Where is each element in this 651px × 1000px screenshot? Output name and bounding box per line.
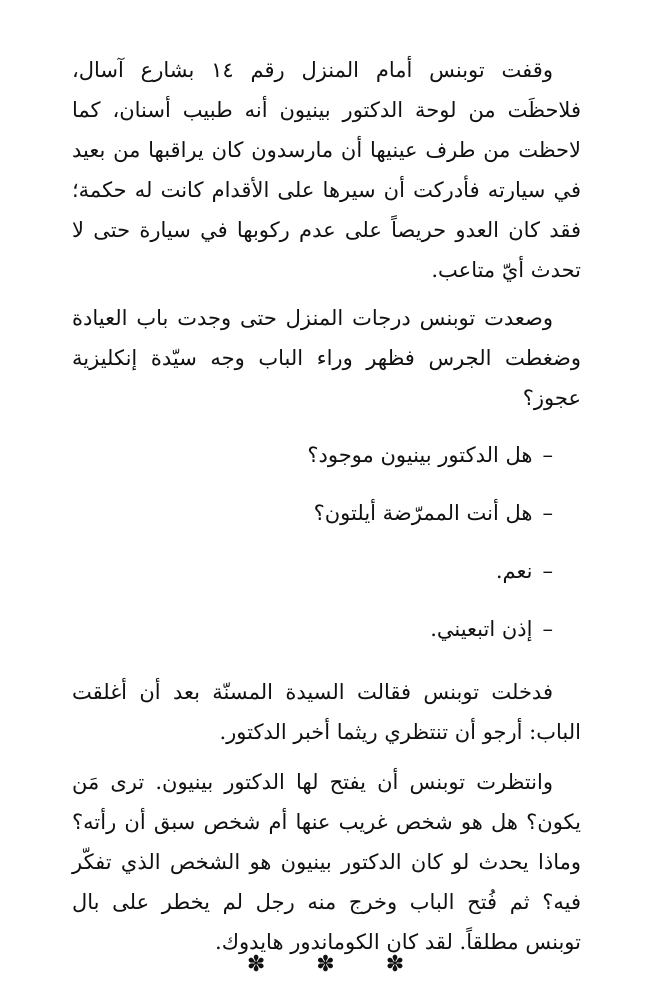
dialogue-line <box>72 600 553 658</box>
dialogue-dash: – <box>542 501 553 525</box>
dialogue-line <box>72 426 553 484</box>
paragraph-2: وصعدت توبنس درجات المنزل حتى وجدت باب العيادة وضغطت الجرس فظهر وراء الباب وجه سيّدة إنكليزية عجوز؟ <box>72 306 581 410</box>
dialogue-line <box>72 542 553 600</box>
dialogue-text: هل أنت الممرّضة أيلتون؟ <box>313 501 533 525</box>
paragraph-3: فدخلت توبنس فقالت السيدة المسنّة بعد أن أغلقت الباب: أرجو أن تنتظري ريثما أخبر الدكتور. <box>72 680 581 744</box>
dialogue-text: هل الدكتور بينيون موجود؟ <box>307 443 533 467</box>
dialogue-block <box>72 426 581 658</box>
dialogue-dash: – <box>542 559 553 583</box>
dialogue-dash: – <box>542 443 553 467</box>
dialogue-text: إذن اتبعيني. <box>430 617 533 641</box>
dialogue-line <box>72 484 553 542</box>
paragraph-1: وقفت توبنس أمام المنزل رقم ١٤ بشارع آسال، فلاحظَت من لوحة الدكتور بينيون أنه طبيب أسنان، كما لاحظت من طرف عينيها أن مارسدون كان يراقبها من بعيد في سيارته فأدركت أن سيرها على الأقدام كانت له حكمة؛ فقد كان العدو حريصاً على عدم ركوبها في سيارة حتى لا تحدث أيّ متاعب. <box>72 58 581 282</box>
section-separator: ✽ ✽ ✽ <box>246 952 427 977</box>
dialogue-dash: – <box>542 617 553 641</box>
paragraph-4: وانتظرت توبنس أن يفتح لها الدكتور بينيون. ترى مَن يكون؟ هل هو شخص غريب عنها أم شخص سبق أن رأته؟ وماذا يحدث لو كان الدكتور بينيون هو الشخص الذي تفكّر فيه؟ ثم فُتح الباب وخرج منه رجل لم يخطر على بال توبنس مطلقاً. لقد كان الكوماندور هايدوك. <box>72 770 581 954</box>
dialogue-text: نعم. <box>495 559 533 583</box>
